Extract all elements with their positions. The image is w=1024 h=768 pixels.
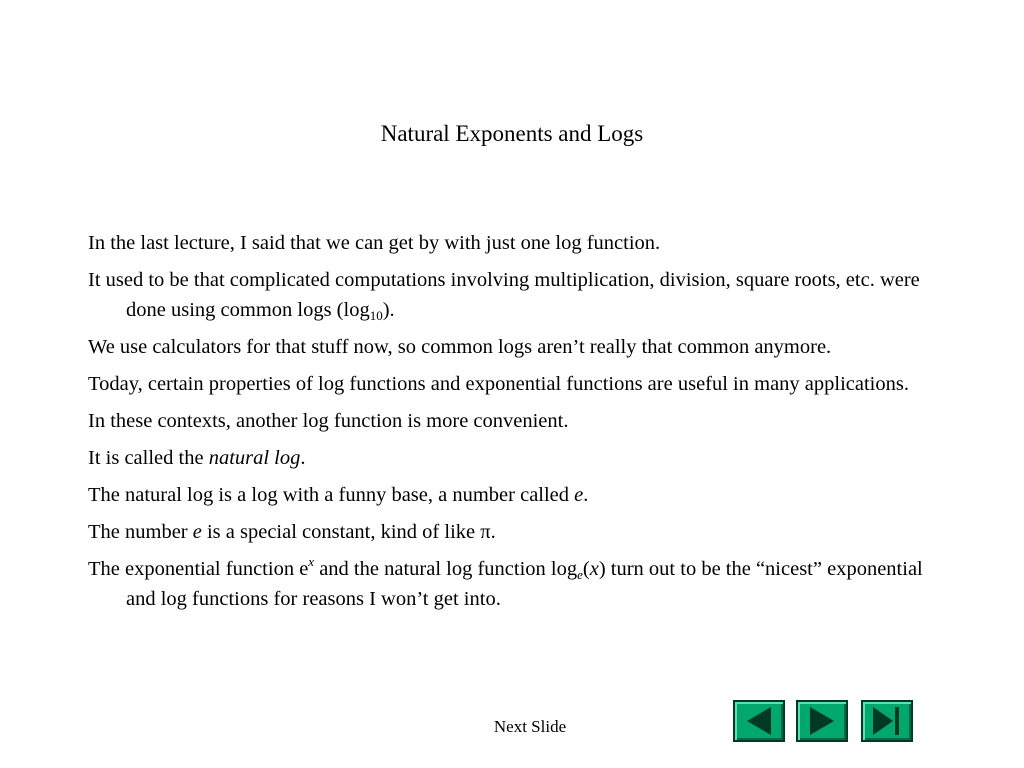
log-base-e-subscript: e <box>577 567 583 582</box>
paragraph-8-end: is a special constant, kind of like π. <box>201 521 496 543</box>
paragraph-6-text: It is called the <box>88 447 209 469</box>
paragraph-2-text: It used to be that complicated computations involving multiplication, division, square roots, etc. were done using common logs (log <box>88 269 920 321</box>
paragraph-6 <box>88 443 938 473</box>
e-symbol: e <box>192 521 202 543</box>
slide-body <box>88 228 938 621</box>
slide-title: Natural Exponents and Logs <box>380 121 644 146</box>
paragraph-4: Today, certain properties of log functions and exponential functions are useful in many applications. <box>88 373 909 395</box>
paragraph-6-end: . <box>300 447 306 469</box>
paragraph-9-end: ) turn out to be the “nicest” exponential and log functions for reasons I won’t get into. <box>126 558 923 610</box>
paragraph-2 <box>88 265 938 325</box>
paragraph-9-mid: and the natural log function log <box>314 558 578 580</box>
paragraph-7-end: . <box>583 484 589 506</box>
next-slide-link[interactable]: Next Slide <box>493 717 567 736</box>
x-variable: x <box>589 558 599 580</box>
previous-slide-button[interactable] <box>733 700 785 742</box>
paragraph-5: In these contexts, another log function is more convenient. <box>88 410 569 432</box>
paragraph-9 <box>88 554 938 614</box>
last-slide-button[interactable] <box>861 700 913 742</box>
paragraph-2-end: ). <box>382 299 395 321</box>
paragraph-8-text: The number <box>88 521 193 543</box>
paragraph-9-paren-open: ( <box>582 558 590 580</box>
next-slide-button[interactable] <box>796 700 848 742</box>
exponent-x-superscript: x <box>308 554 315 569</box>
paragraph-1: In the last lecture, I said that we can get by with just one log function. <box>88 232 661 254</box>
e-symbol: e <box>574 484 584 506</box>
paragraph-9-text: The exponential function e <box>88 558 309 580</box>
triangle-left-icon <box>735 702 783 740</box>
natural-log-term: natural log <box>208 447 301 469</box>
paragraph-8 <box>88 517 938 547</box>
paragraph-7 <box>88 480 938 510</box>
triangle-right-icon <box>798 702 846 740</box>
paragraph-3: We use calculators for that stuff now, so common logs aren’t really that common anymore. <box>88 336 832 358</box>
skip-to-end-icon <box>863 702 911 740</box>
log-base-10-subscript: 10 <box>369 308 383 323</box>
paragraph-7-text: The natural log is a log with a funny base, a number called <box>88 484 575 506</box>
